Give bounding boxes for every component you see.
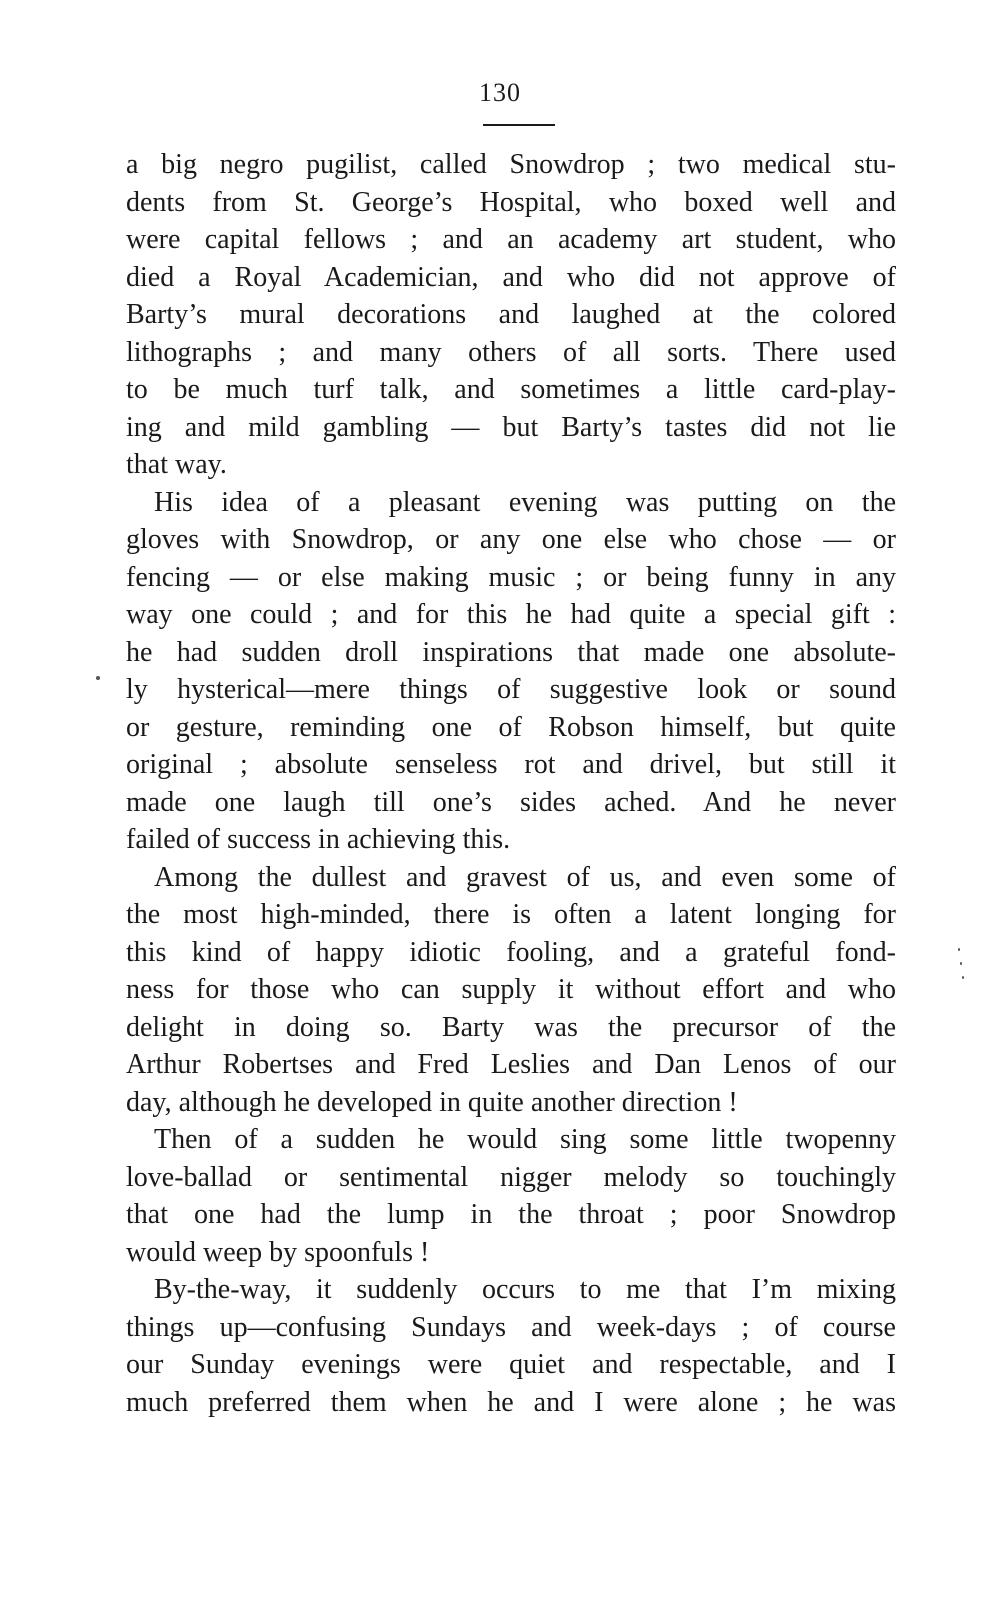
text-line: Arthur Robertses and Fred Leslies and Dan Lenos of our — [126, 1049, 896, 1080]
scan-speck — [958, 948, 960, 951]
page-number: 130 — [479, 78, 521, 107]
text-line: ing and mild gambling — but Barty’s tastes did not lie — [126, 411, 896, 443]
text-line: original ; absolute senseless rot and drivel, but still it — [126, 749, 896, 780]
scan-speck — [96, 676, 100, 680]
body-text — [126, 146, 896, 1421]
text-line: this kind of happy idiotic fooling, and a grateful fond- — [126, 936, 896, 968]
text-line: ly hysterical—mere things of suggestive look or sound — [126, 674, 896, 705]
text-line: lithographs ; and many others of all sorts. There used — [126, 336, 896, 368]
text-line: Barty’s mural decorations and laughed at the colored — [126, 299, 896, 330]
text-line: that way. — [126, 449, 227, 480]
text-line: would weep by spoonfuls ! — [126, 1236, 430, 1268]
text-line: Among the dullest and gravest of us, and even some of — [154, 861, 896, 893]
text-line: made one laugh till one’s sides ached. And he never — [126, 786, 896, 818]
text-line: were capital fellows ; and an academy art student, who — [126, 224, 896, 255]
text-line: or gesture, reminding one of Robson himself, but quite — [126, 711, 896, 743]
text-line: dents from St. George’s Hospital, who boxed well and — [126, 186, 896, 218]
scan-speck — [960, 962, 962, 965]
header-rule — [483, 124, 555, 126]
text-line: way one could ; and for this he had quite a special gift : — [126, 599, 896, 630]
text-line: delight in doing so. Barty was the precursor of the — [126, 1011, 896, 1043]
text-line: much preferred them when he and I were alone ; he was — [126, 1386, 896, 1418]
text-line: he had sudden droll inspirations that made one absolute- — [126, 636, 896, 668]
text-line: the most high-minded, there is often a latent longing for — [126, 899, 896, 930]
text-line: a big negro pugilist, called Snowdrop ; two medical stu- — [126, 149, 896, 180]
text-line: love-ballad or sentimental nigger melody so touchingly — [126, 1161, 896, 1193]
text-line: By-the-way, it suddenly occurs to me that I’m mixing — [154, 1274, 896, 1305]
text-line: to be much turf talk, and sometimes a little card-play- — [126, 374, 896, 405]
text-line: fencing — or else making music ; or being funny in any — [126, 561, 896, 593]
text-line: our Sunday evenings were quiet and respectable, and I — [126, 1349, 896, 1380]
text-line: gloves with Snowdrop, or any one else who chose — or — [126, 524, 896, 555]
text-line: died a Royal Academician, and who did not approve of — [126, 261, 896, 293]
text-line: day, although he developed in quite another direction ! — [126, 1086, 738, 1118]
text-line: Then of a sudden he would sing some little twopenny — [154, 1124, 896, 1155]
text-line: ness for those who can supply it without effort and who — [126, 974, 896, 1005]
scan-speck — [962, 976, 964, 979]
text-line: His idea of a pleasant evening was putting on the — [154, 486, 896, 518]
text-line: things up—confusing Sundays and week-days ; of course — [126, 1311, 896, 1343]
text-line: that one had the lump in the throat ; poor Snowdrop — [126, 1199, 896, 1230]
text-line: failed of success in achieving this. — [126, 824, 511, 855]
